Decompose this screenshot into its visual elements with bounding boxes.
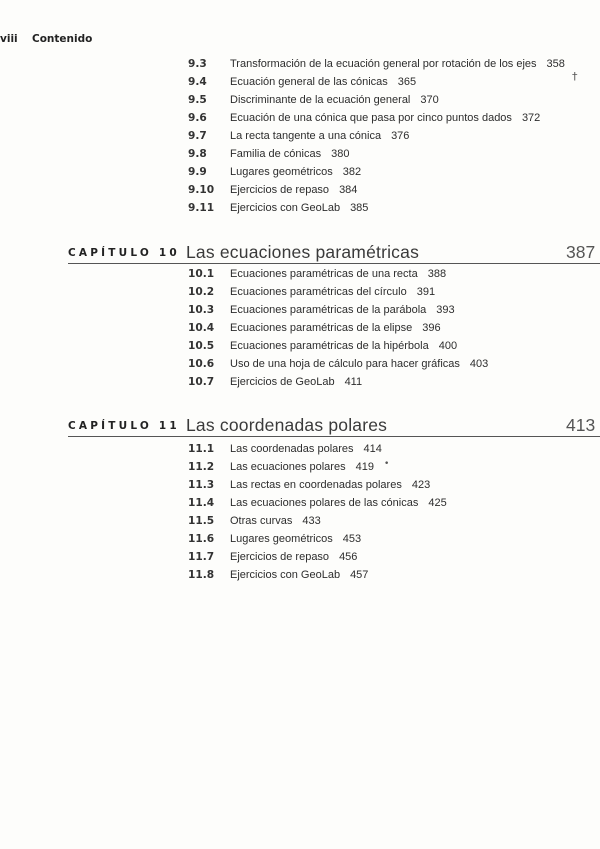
section-title: Uso de una hoja de cálculo para hacer gráficas	[230, 358, 460, 370]
section-number: 10.3	[188, 304, 215, 316]
toc-entry[interactable]	[188, 532, 361, 546]
header-section-title: Contenido	[32, 33, 93, 45]
section-page: 382	[342, 166, 362, 178]
toc-entry[interactable]	[188, 339, 457, 353]
section-number: 9.6	[188, 112, 207, 124]
section-page: 411	[344, 376, 363, 388]
toc-entry[interactable]	[188, 111, 540, 125]
section-title: Transformación de la ecuación general por rotación de los ejes	[230, 58, 537, 70]
section-title: Ejercicios con GeoLab	[230, 202, 341, 214]
chapter-page: 413	[566, 415, 596, 435]
section-number: 10.4	[188, 322, 215, 334]
section-number: 11.5	[188, 515, 215, 527]
toc-entry[interactable]	[188, 303, 455, 317]
toc-entry[interactable]	[188, 568, 368, 582]
chapter-label: CAPÍTULO 10	[68, 247, 180, 259]
section-title: Ecuaciones paramétricas de la parábola	[230, 304, 427, 316]
section-number: 11.2	[188, 461, 215, 473]
section-number: 11.6	[188, 533, 215, 545]
section-page: 396	[422, 322, 441, 334]
section-title: La recta tangente a una cónica	[230, 130, 382, 142]
section-title: Las ecuaciones polares de las cónicas	[230, 497, 419, 509]
section-number: 9.5	[188, 94, 207, 106]
toc-entry[interactable]	[188, 550, 357, 564]
toc-entry[interactable]	[188, 496, 447, 510]
section-title: Ejercicios de repaso	[230, 184, 330, 196]
header-page-number: viii	[0, 33, 18, 45]
scan-speck: •	[384, 459, 390, 469]
section-title: Lugares geométricos	[230, 533, 333, 545]
section-title: Las rectas en coordenadas polares	[230, 479, 402, 491]
section-title: Ecuaciones paramétricas de la elipse	[230, 322, 413, 334]
section-page: 372	[521, 112, 541, 124]
toc-entry[interactable]	[188, 267, 446, 281]
section-page: 391	[416, 286, 436, 298]
section-number: 10.5	[188, 340, 215, 352]
chapter-title: Las ecuaciones paramétricas	[186, 242, 420, 262]
section-page: 423	[411, 479, 431, 491]
section-page: 433	[302, 515, 321, 527]
section-number: 9.11	[188, 202, 215, 214]
section-title: Las coordenadas polares	[230, 443, 354, 455]
toc-entry[interactable]	[188, 165, 361, 179]
section-number: 9.10	[188, 184, 215, 196]
section-page: 380	[331, 148, 350, 160]
chapter-heading[interactable]	[68, 241, 600, 264]
section-title: Familia de cónicas	[230, 148, 322, 160]
toc-entry[interactable]	[188, 183, 357, 197]
section-number: 10.7	[188, 376, 215, 388]
section-page: 376	[391, 130, 410, 142]
section-page: 457	[350, 569, 369, 581]
section-title: Otras curvas	[230, 515, 293, 527]
section-number: 11.7	[188, 551, 215, 563]
section-title: Ecuación de una cónica que pasa por cinco puntos dados	[230, 112, 512, 124]
chapter-page: 387	[566, 242, 596, 262]
section-page: 400	[438, 340, 458, 352]
section-title: Discriminante de la ecuación general	[230, 94, 411, 106]
toc-entry[interactable]	[188, 147, 349, 161]
section-page: 370	[420, 94, 439, 106]
section-number: 10.1	[188, 268, 215, 280]
section-page: 453	[342, 533, 362, 545]
section-page: 414	[363, 443, 382, 455]
section-title: Ecuación general de las cónicas	[230, 76, 388, 88]
section-title: Ecuaciones paramétricas de una recta	[230, 268, 418, 280]
toc-entry[interactable]	[188, 321, 441, 335]
section-page: 384	[339, 184, 358, 196]
section-number: 10.6	[188, 358, 215, 370]
toc-entry[interactable]	[188, 93, 439, 107]
toc-entry[interactable]	[188, 442, 382, 456]
section-number: 9.4	[188, 76, 207, 88]
section-number: 9.9	[188, 166, 207, 178]
section-page: 385	[350, 202, 369, 214]
section-title: Ecuaciones paramétricas de la hipérbola	[230, 340, 429, 352]
toc-entry[interactable]	[188, 514, 321, 528]
section-page: 425	[428, 497, 447, 509]
section-number: 11.3	[188, 479, 215, 491]
section-number: 9.3	[188, 58, 207, 70]
section-page: 419	[355, 461, 374, 473]
section-number: 10.2	[188, 286, 215, 298]
section-number: 11.4	[188, 497, 215, 509]
section-title: Ecuaciones paramétricas del círculo	[230, 286, 407, 298]
section-number: 11.1	[188, 443, 215, 455]
section-number: 9.7	[188, 130, 207, 142]
section-page: 358	[546, 58, 565, 70]
section-title: Ejercicios de GeoLab	[230, 376, 335, 388]
section-number: 9.8	[188, 148, 207, 160]
section-title: Lugares geométricos	[230, 166, 333, 178]
toc-entry[interactable]	[188, 285, 435, 299]
toc-entry[interactable]	[188, 460, 374, 474]
scan-speck: †	[572, 70, 578, 83]
section-page: 403	[469, 358, 489, 370]
section-title: Ejercicios con GeoLab	[230, 569, 341, 581]
section-page: 388	[427, 268, 447, 280]
section-number: 11.8	[188, 569, 215, 581]
section-page: 456	[339, 551, 358, 563]
toc-entry[interactable]	[188, 375, 362, 389]
section-title: Ejercicios de repaso	[230, 551, 330, 563]
section-page: 365	[397, 76, 417, 88]
section-page: 393	[436, 304, 455, 316]
toc-entry[interactable]	[188, 57, 565, 71]
toc-entry[interactable]	[188, 75, 416, 89]
toc-entry[interactable]	[188, 129, 409, 143]
running-header	[0, 33, 92, 45]
toc-entry[interactable]	[188, 478, 430, 492]
section-title: Las ecuaciones polares	[230, 461, 346, 473]
toc-entry[interactable]	[188, 201, 368, 215]
chapter-label: CAPÍTULO 11	[68, 420, 180, 432]
chapter-heading[interactable]	[68, 414, 600, 437]
chapter-title: Las coordenadas polares	[186, 415, 388, 435]
toc-entry[interactable]	[188, 357, 488, 371]
